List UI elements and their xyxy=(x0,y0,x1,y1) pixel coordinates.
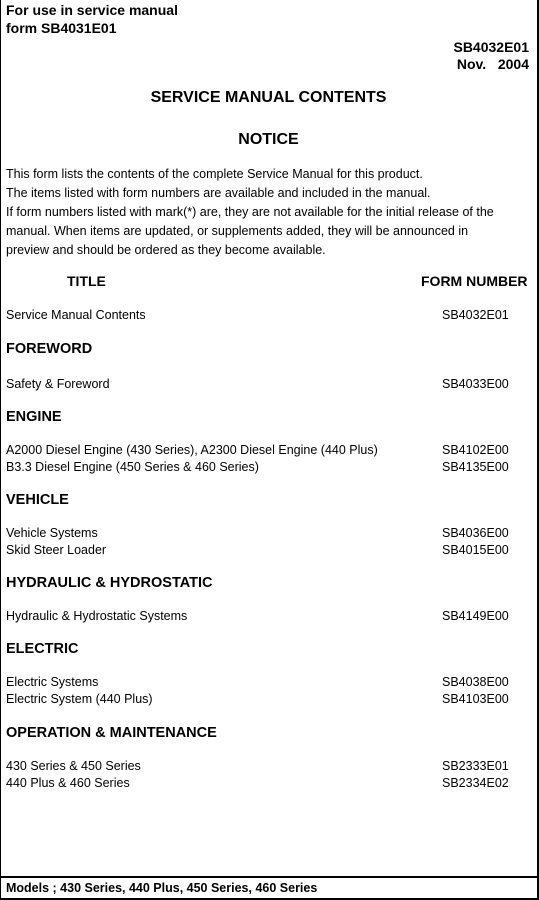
entry-form-number: SB4135E00 xyxy=(442,460,509,474)
header-form-info xyxy=(453,39,529,73)
entry-title: Electric Systems xyxy=(6,675,99,689)
entry-form-number: SB4032E01 xyxy=(442,308,509,322)
notice-heading: NOTICE xyxy=(238,131,299,148)
header-line-1: For use in service manual xyxy=(6,2,178,18)
entry-form-number: SB4103E00 xyxy=(442,692,509,706)
entry-form-number: SB2334E02 xyxy=(442,776,509,790)
section-heading-electric: ELECTRIC xyxy=(6,641,79,657)
entry-title: 440 Plus & 460 Series xyxy=(6,776,130,790)
header-line-2: form SB4031E01 xyxy=(6,20,117,36)
notice-line: The items listed with form numbers are available and included in the manual. xyxy=(6,186,431,200)
section-heading-vehicle: VEHICLE xyxy=(6,492,69,508)
notice-body xyxy=(6,165,531,260)
list-item xyxy=(6,674,509,691)
entry-form-number: SB4033E00 xyxy=(442,377,509,391)
list-item xyxy=(6,525,509,542)
notice-line: This form lists the contents of the complete Service Manual for this product. xyxy=(6,167,423,181)
column-header-form-number: FORM NUMBER xyxy=(421,273,528,289)
entry-form-number: SB4036E00 xyxy=(442,526,509,540)
entry-title: Service Manual Contents xyxy=(6,308,146,322)
notice-line: manual. When items are updated, or supplements added, they will be announced in xyxy=(6,224,469,238)
entry-title: Skid Steer Loader xyxy=(6,543,107,557)
entry-form-number: SB4015E00 xyxy=(442,543,509,557)
list-item xyxy=(6,608,509,625)
entry-form-number: SB2333E01 xyxy=(442,759,509,773)
entry-title: B3.3 Diesel Engine (450 Series & 460 Series) xyxy=(6,460,259,474)
section-heading-engine: ENGINE xyxy=(6,409,62,425)
notice-line: preview and should be ordered as they become available. xyxy=(6,243,326,257)
entry-title: Vehicle Systems xyxy=(6,526,98,540)
section-heading-foreword: FOREWORD xyxy=(6,341,93,357)
column-header-title: TITLE xyxy=(67,273,106,289)
section-heading-operation: OPERATION & MAINTENANCE xyxy=(6,725,217,741)
entry-title: Safety & Foreword xyxy=(6,377,110,391)
list-item xyxy=(6,691,509,708)
entry-form-number: SB4149E00 xyxy=(442,609,509,623)
entry-form-number: SB4038E00 xyxy=(442,675,509,689)
entry-title: 430 Series & 450 Series xyxy=(6,759,141,773)
list-item xyxy=(6,442,509,459)
header-form-number: SB4032E01 xyxy=(453,39,529,55)
entry-form-number: SB4102E00 xyxy=(442,443,509,457)
entry-title: Electric System (440 Plus) xyxy=(6,692,153,706)
entry-title: A2000 Diesel Engine (430 Series), A2300 Diesel Engine (440 Plus) xyxy=(6,443,378,457)
list-item xyxy=(6,307,509,324)
list-item xyxy=(6,775,509,792)
list-item xyxy=(6,542,509,559)
list-item xyxy=(6,376,509,393)
list-item xyxy=(6,459,509,476)
header-date: Nov. 2004 xyxy=(456,56,529,72)
entry-title: Hydraulic & Hydrostatic Systems xyxy=(6,609,188,623)
section-heading-hydraulic: HYDRAULIC & HYDROSTATIC xyxy=(6,575,213,591)
notice-line: If form numbers listed with mark(*) are, they are not available for the initial release of the xyxy=(6,205,494,219)
footer-models: Models ; 430 Series, 440 Plus, 450 Series, 460 Series xyxy=(6,881,318,895)
page-title: SERVICE MANUAL CONTENTS xyxy=(150,89,387,106)
list-item xyxy=(6,758,509,775)
header-usage-note xyxy=(6,1,178,37)
footer-divider xyxy=(1,876,537,878)
